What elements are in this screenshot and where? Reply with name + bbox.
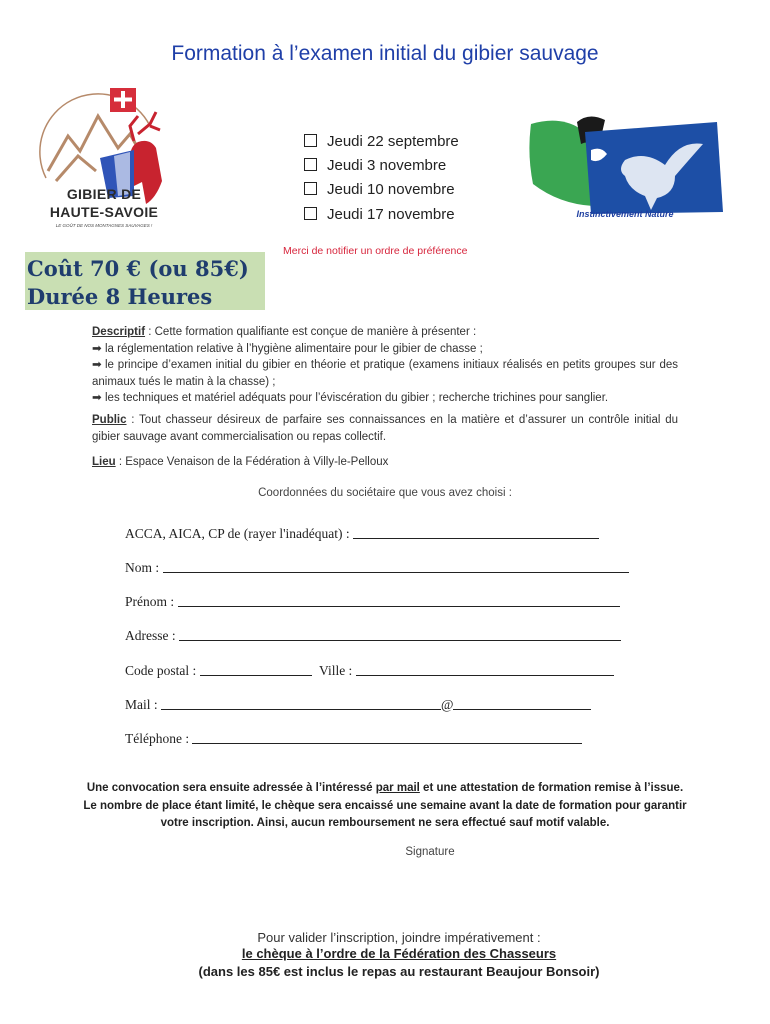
- logo-left-tagline: LE GOÛT DE NOS MONTAGNES SAUVAGES !: [55, 223, 153, 228]
- notice-par-mail: par mail: [375, 782, 420, 794]
- duration-text: Durée 8 Heures: [27, 284, 213, 309]
- descriptif-bullet: les techniques et matériel adéquats pour l’éviscération du gibier ; recherche trichines pour sanglier.: [105, 392, 609, 404]
- checkbox-icon[interactable]: [304, 158, 317, 171]
- form-row-prenom: [125, 593, 620, 611]
- date-label: Jeudi 3 novembre: [327, 157, 447, 174]
- preference-note: Merci de notifier un ordre de préférence: [283, 245, 468, 257]
- cost-text: Coût 70 € (ou 85€): [27, 256, 249, 281]
- mail-label: Mail :: [125, 697, 158, 712]
- prenom-field[interactable]: [178, 594, 620, 607]
- telephone-label: Téléphone :: [125, 731, 190, 746]
- ville-field[interactable]: [356, 663, 614, 676]
- form-row-nom: [125, 559, 629, 577]
- acca-field[interactable]: [353, 526, 599, 539]
- arrow-right-icon: ➡: [92, 342, 102, 355]
- validate-label: Pour valider l’inscription, joindre impérativement :: [257, 930, 541, 945]
- code-postal-label: Code postal :: [125, 663, 197, 678]
- form-row-code-postal: [125, 662, 614, 680]
- mail-user-field[interactable]: [161, 697, 441, 710]
- form-row-adresse: [125, 627, 621, 645]
- public-text: : Tout chasseur désireux de parfaire ses connaissances en la matière et d’assurer un contrôle initial du gibier sauvage avant commercialisation ou repas collectif.: [92, 414, 678, 443]
- notice-part1: Une convocation sera ensuite adressée à l’intéressé: [86, 782, 376, 794]
- adresse-field[interactable]: [179, 628, 621, 641]
- mail-domain-field[interactable]: [453, 697, 591, 710]
- form-row-telephone: [125, 730, 582, 748]
- form-row-acca: [125, 525, 599, 543]
- repas-line: (dans les 85€ est inclus le repas au restaurant Beaujour Bonsoir): [198, 964, 600, 979]
- checkbox-icon[interactable]: [304, 134, 317, 147]
- checkbox-icon[interactable]: [304, 207, 317, 220]
- descriptif-intro: : Cette formation qualifiante est conçue de manière à présenter :: [145, 326, 477, 338]
- lieu-text: : Espace Venaison de la Fédération à Villy-le-Pelloux: [115, 456, 389, 468]
- date-option-1[interactable]: [304, 131, 459, 153]
- cheque-line: le chèque à l’ordre de la Fédération des Chasseurs: [241, 946, 557, 961]
- arrow-right-icon: ➡: [92, 359, 102, 371]
- descriptif-section: [92, 324, 678, 407]
- date-label: Jeudi 10 novembre: [327, 181, 455, 198]
- signature-label: Signature: [405, 846, 455, 858]
- coords-label: Coordonnées du sociétaire que vous avez choisi :: [258, 487, 512, 499]
- notice-part2: et une attestation de formation remise à l’issue. Le nombre de place étant limité, le chèque sera encaissé une semaine avant la date de formation pour garantir votre inscription. Ainsi, aucun remboursement ne sera effectué sauf motif valable.: [83, 782, 687, 829]
- logo-right-caption: Instinctivement Nature: [576, 209, 674, 219]
- acca-label: ACCA, AICA, CP de (rayer l'inadéquat) :: [125, 526, 350, 541]
- date-label: Jeudi 22 septembre: [327, 133, 459, 150]
- logo-left-line2: HAUTE-SAVOIE: [49, 204, 159, 220]
- date-label: Jeudi 17 novembre: [327, 206, 455, 223]
- form-row-mail: [125, 696, 591, 714]
- ville-label: Ville :: [319, 663, 353, 678]
- convocation-notice: [80, 780, 690, 833]
- adresse-label: Adresse :: [125, 628, 176, 643]
- descriptif-bullet: la réglementation relative à l’hygiène alimentaire pour le gibier de chasse ;: [105, 342, 483, 355]
- date-option-4[interactable]: [304, 204, 455, 226]
- descriptif-label: Descriptif: [92, 326, 146, 338]
- nom-field[interactable]: [163, 560, 629, 573]
- descriptif-bullet: le principe d’examen initial du gibier en théorie et pratique (examens initiaux réalisés en petits groupes sur des animaux tués le matin à la chasse) ;: [92, 359, 678, 388]
- checkbox-icon[interactable]: [304, 182, 317, 195]
- lieu-section: [92, 454, 678, 471]
- page-title: Formation à l’examen initial du gibier sauvage: [171, 42, 599, 65]
- telephone-field[interactable]: [192, 731, 582, 744]
- at-sign: @: [441, 697, 454, 712]
- date-option-2[interactable]: [304, 155, 446, 177]
- date-option-3[interactable]: [304, 179, 455, 201]
- prenom-label: Prénom :: [125, 594, 175, 609]
- public-section: [92, 412, 678, 445]
- public-label: Public: [92, 414, 127, 426]
- code-postal-field[interactable]: [200, 663, 312, 676]
- nom-label: Nom :: [125, 560, 160, 575]
- arrow-right-icon: ➡: [92, 392, 102, 404]
- lieu-label: Lieu: [92, 456, 116, 468]
- logo-left-line1: GIBIER DE: [66, 186, 142, 202]
